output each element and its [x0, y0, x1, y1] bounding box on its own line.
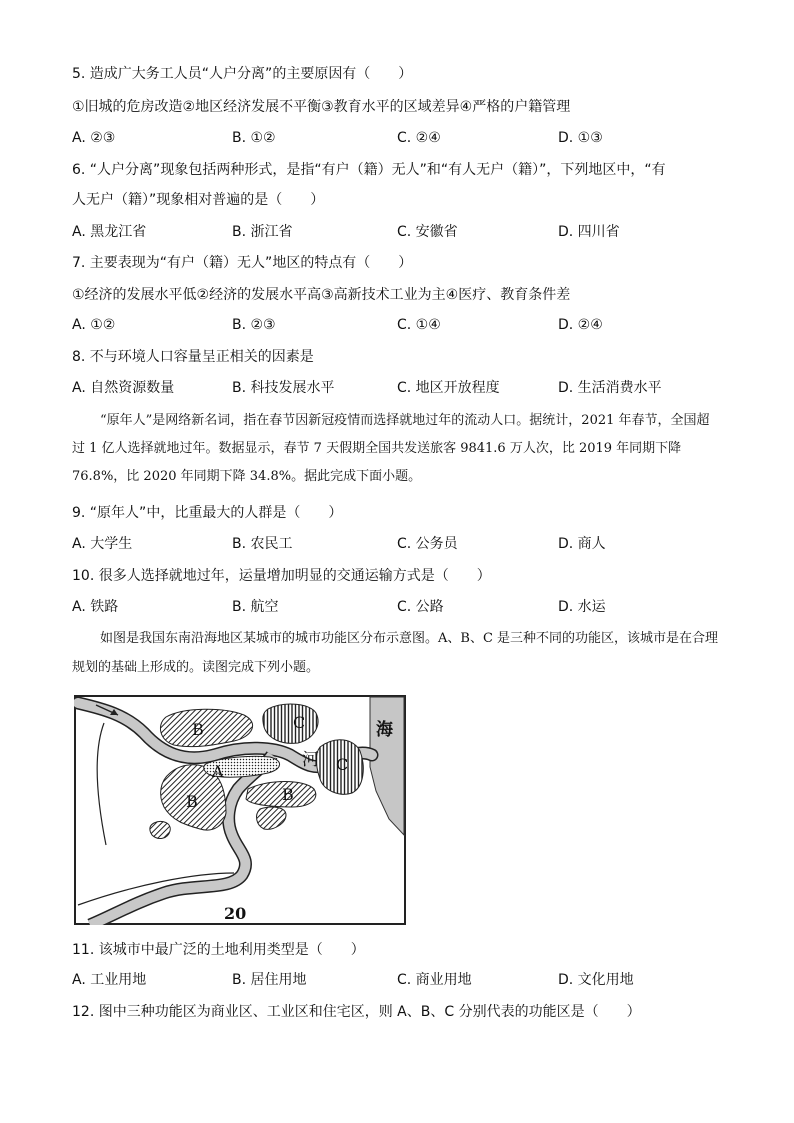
- q12-stem: 12. 图中三种功能区为商业区、工业区和住宅区，则 A、B、C 分别代表的功能区是（ ）: [72, 1004, 641, 1020]
- q7-options: [72, 315, 732, 335]
- q11-option-c: C. 商业用地: [397, 972, 472, 988]
- q7-option-a: A. ①②: [72, 317, 116, 333]
- label-river: 河: [302, 750, 319, 770]
- q11-stem: 11. 该城市中最广泛的土地利用类型是（ ）: [72, 942, 365, 958]
- q5-items: ①旧城的危房改造②地区经济发展不平衡③教育水平的区域差异④严格的户籍管理: [72, 99, 571, 115]
- q9-option-a: A. 大学生: [72, 536, 133, 552]
- label-b-west: B: [186, 792, 198, 811]
- q8-options: [72, 378, 732, 398]
- q9-option-b: B. 农民工: [232, 536, 293, 552]
- q7-option-b: B. ②③: [232, 317, 276, 333]
- q11-option-d: D. 文化用地: [558, 972, 634, 988]
- q6-option-c: C. 安徽省: [397, 224, 458, 240]
- passage-2: 如图是我国东南沿海地区某城市的城市功能区分布示意图。A、B、C 是三种不同的功能区，该城市是在合理规划的基础上形成的。读图完成下列小题。: [72, 631, 719, 675]
- q6-stem-line1: 6. “人户分离”现象包括两种形式，是指“有户（籍）无人”和“有人无户（籍）”，下列地区中，“有: [72, 162, 666, 178]
- zone-b-small-west: [150, 821, 170, 838]
- q10-option-b: B. 航空: [232, 599, 279, 615]
- label-b-north: B: [192, 720, 204, 739]
- q8-stem: 8. 不与环境人口容量呈正相关的因素是: [72, 349, 314, 365]
- q10-option-d: D. 水运: [558, 599, 606, 615]
- q6-stem-line2: 人无户（籍）”现象相对普遍的是（ ）: [72, 192, 325, 208]
- label-c-east: C: [336, 755, 349, 774]
- q11-option-b: B. 居住用地: [232, 972, 307, 988]
- q7-items: ①经济的发展水平低②经济的发展水平高③高新技术工业为主④医疗、教育条件差: [72, 287, 571, 303]
- q11-options: [72, 970, 732, 990]
- q9-options: [72, 534, 732, 554]
- q10-stem: 10. 很多人选择就地过年，运量增加明显的交通运输方式是（ ）: [72, 568, 491, 584]
- label-c-north: C: [293, 713, 306, 732]
- q7-option-d: D. ②④: [558, 317, 603, 333]
- q6-option-d: D. 四川省: [558, 224, 620, 240]
- q10-option-c: C. 公路: [397, 599, 444, 615]
- q7-stem: 7. 主要表现为“有户（籍）无人”地区的特点有（ ）: [72, 255, 413, 271]
- q11-option-a: A. 工业用地: [72, 972, 147, 988]
- city-function-map: [74, 695, 406, 925]
- q10-option-a: A. 铁路: [72, 599, 119, 615]
- q8-option-a: A. 自然资源数量: [72, 380, 175, 396]
- zone-c-north: [263, 704, 318, 743]
- q10-options: [72, 597, 732, 617]
- label-contour: 20: [224, 904, 247, 923]
- label-a: A: [212, 762, 224, 781]
- q6-options: [72, 222, 732, 242]
- q9-option-d: D. 商人: [558, 536, 606, 552]
- label-sea: 海: [376, 720, 393, 740]
- q5-options: [72, 128, 732, 148]
- q8-option-b: B. 科技发展水平: [232, 380, 335, 396]
- label-b-east: B: [282, 785, 294, 804]
- q6-option-a: A. 黑龙江省: [72, 224, 147, 240]
- q9-stem: 9. “原年人”中，比重最大的人群是（ ）: [72, 505, 343, 521]
- q8-option-d: D. 生活消费水平: [558, 380, 662, 396]
- q9-option-c: C. 公务员: [397, 536, 458, 552]
- q5-option-b: B. ①②: [232, 130, 276, 146]
- q7-option-c: C. ①④: [397, 317, 441, 333]
- q6-option-b: B. 浙江省: [232, 224, 293, 240]
- zone-b-east: [246, 782, 316, 808]
- q5-option-c: C. ②④: [397, 130, 441, 146]
- passage-1: “原年人”是网络新名词，指在春节因新冠疫情而选择就地过年的流动人口。据统计，2021 年春节，全国超过 1 亿人选择就地过年。数据显示，春节 7 天假期全国共发送旅客 9841.6 万人次，比 2019 年同期下降 76.8%，比 2020 年同期下降 34.8%。据此完成下面小题。: [72, 413, 710, 484]
- q5-option-d: D. ①③: [558, 130, 603, 146]
- q5-option-a: A. ②③: [72, 130, 116, 146]
- q5-stem: 5. 造成广大务工人员“人户分离”的主要原因有（ ）: [72, 66, 413, 82]
- q8-option-c: C. 地区开放程度: [397, 380, 500, 396]
